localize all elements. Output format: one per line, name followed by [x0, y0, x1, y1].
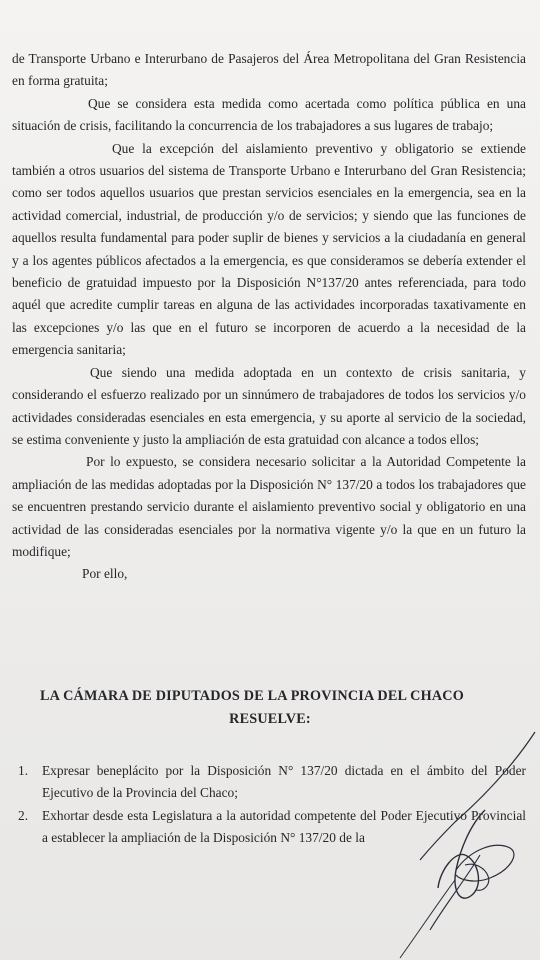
list-item [18, 805, 526, 850]
resolution-heading: LA CÁMARA DE DIPUTADOS DE LA PROVINCIA DEL CHACO [40, 688, 464, 704]
list-item-number: 1. [18, 763, 29, 778]
paragraph-2: Que se considera esta medida como acertada como política pública en una situación de crisis, facilitando la concurrencia de los trabajadores a sus lugares de trabajo; [12, 95, 526, 134]
paragraph-por-ello: Por ello, [82, 566, 128, 582]
paragraph-1: de Transporte Urbano e Interurbano de Pasajeros del Área Metropolitana del Gran Resistencia en forma gratuita; [12, 51, 526, 89]
resolution-items [18, 760, 526, 850]
paragraph-3: Que la excepción del aislamiento preventivo y obligatorio se extiende también a otros usuarios del sistema de Transporte Urbano e Interurbano del Gran Resistencia; como ser todos aquellos usuarios que prestan servicios esenciales en la emergencia, sea en la actividad comercial, industrial, de producción y/o de servicios; y siendo que las funciones de aquellos resulta fundamental para poder suplir de bienes y servicios a la ciudadanía en general y a los agentes públicos afectados a la emergencia, es que consideramos se debería extender el beneficio de gratuidad impuesto por la Disposición N°137/20 antes referenciada, para todo aquél que acredite cumplir tareas en alguna de las actividades incorporadas taxativamente en las excepciones y/o las que en el futuro se incorporen de acuerdo a la necesidad de la emergencia sanitaria; [12, 140, 526, 358]
resolution-subheading: RESUELVE: [229, 711, 311, 727]
list-item-text: Exhortar desde esta Legislatura a la autoridad competente del Poder Ejecutivo Provincial a establecer la ampliación de la Disposición N° 137/20 de la [42, 807, 526, 846]
list-item [18, 760, 526, 805]
document-body [12, 48, 526, 586]
paragraph-4: Que siendo una medida adoptada en un contexto de crisis sanitaria, y considerando el esfuerzo realizado por un sinnúmero de trabajadores de todos los servicios y/o actividades consideradas esenciales en esta emergencia, y su aporte al servicio de la sociedad, se estima conveniente y justo la ampliación de esta gratuidad con alcance a todos ellos; [12, 364, 526, 447]
list-item-number: 2. [18, 807, 29, 823]
list-item-text: Expresar beneplácito por la Disposición N° 137/20 dictada en el ámbito del Poder Ejecutivo de la Provincia del Chaco; [42, 763, 526, 801]
paragraph-5: Por lo expuesto, se considera necesario solicitar a la Autoridad Competente la ampliación de las medidas adoptadas por la Disposición N° 137/20 a todos los trabajadores que se encuentren prestando servicio durante el aislamiento preventivo social y obligatorio en una actividad de las consideradas esenciales por la normativa vigente y/o la que en un futuro la modifique; [12, 454, 526, 559]
